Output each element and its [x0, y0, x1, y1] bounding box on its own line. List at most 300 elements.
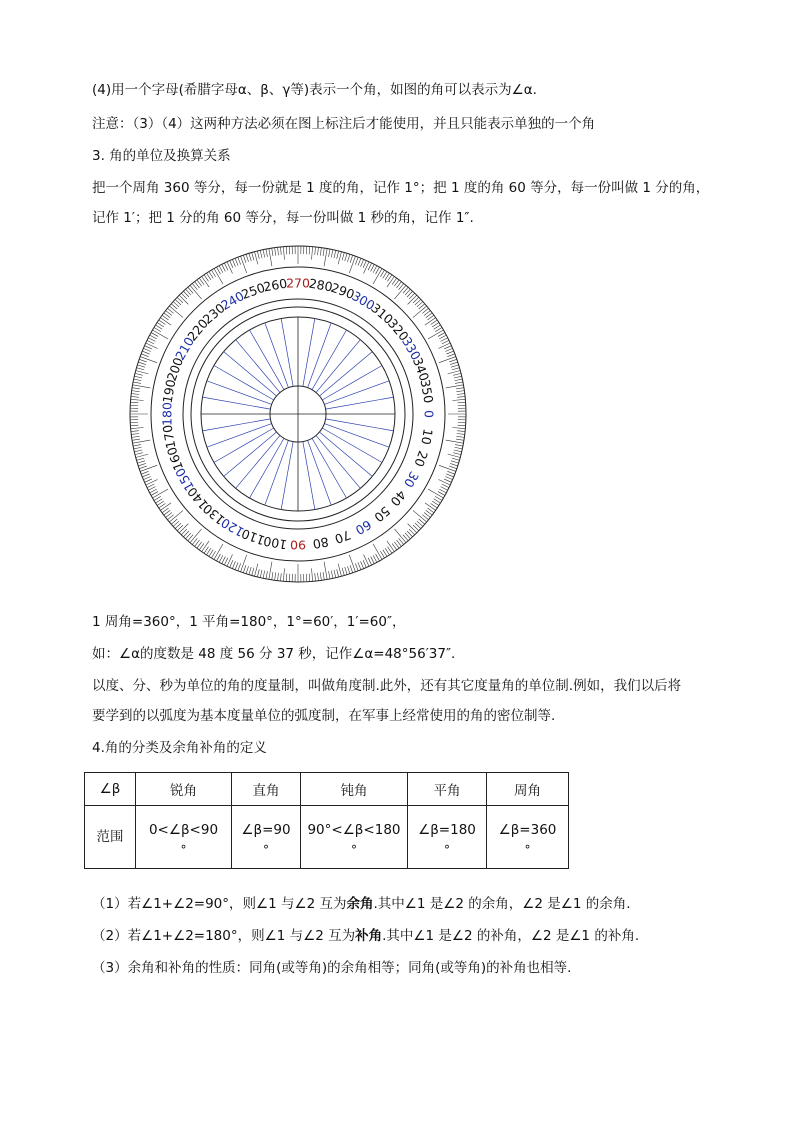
protractor-tick: [435, 327, 442, 331]
protractor-tick: [342, 568, 344, 576]
protractor-tick: [456, 436, 464, 437]
protractor-spoke: [316, 340, 360, 393]
protractor-tick: [243, 255, 246, 263]
protractor-spoke: [281, 318, 293, 386]
protractor-spoke: [303, 318, 315, 386]
protractor-spoke: [324, 381, 389, 405]
protractor-tick: [283, 568, 284, 581]
protractor-tick: [448, 371, 461, 374]
protractor-tick: [448, 454, 461, 457]
protractor-tick: [317, 247, 318, 255]
protractor-tick: [408, 295, 417, 304]
protractor-tick: [361, 561, 364, 568]
protractor-tick: [133, 385, 151, 388]
protractor-spoke: [214, 428, 274, 463]
protractor-tick: [453, 373, 461, 375]
protractor-tick: [435, 496, 442, 500]
protractor-tick: [232, 561, 235, 568]
protractor-tick: [438, 480, 450, 485]
protractor-tick: [286, 246, 287, 254]
protractor-tick: [136, 454, 149, 457]
protractor-tick: [255, 564, 258, 577]
protractor-tick: [139, 359, 147, 362]
protractor-tick: [131, 431, 139, 432]
protractor-tick: [150, 335, 157, 339]
protractor-tick: [446, 385, 464, 388]
protractor-tick: [222, 557, 226, 564]
protractor-tick: [355, 257, 358, 264]
protractor-tick: [349, 256, 355, 273]
protractor-tick: [451, 365, 459, 367]
protractor-tick: [230, 261, 233, 268]
protractor-tick: [441, 338, 448, 342]
protractor-tick: [371, 557, 375, 564]
protractor-tick: [376, 267, 380, 274]
protractor-tick: [438, 333, 445, 337]
protractor-tick: [387, 276, 394, 287]
protractor-tick: [447, 354, 454, 357]
protractor-tick: [135, 453, 143, 455]
protractor-tick: [132, 439, 140, 440]
protractor-tick: [147, 484, 154, 488]
protractor-tick: [146, 343, 158, 348]
table-row: [85, 806, 569, 869]
protractor-degree-label: 280: [307, 275, 334, 295]
protractor-tick: [280, 573, 281, 581]
protractor-tick: [449, 466, 457, 469]
protractor-tick: [235, 258, 238, 265]
protractor-tick: [323, 572, 324, 580]
protractor-tick: [133, 445, 141, 447]
protractor-tick: [320, 248, 321, 256]
protractor-tick: [347, 566, 349, 574]
protractor-tick: [134, 450, 142, 452]
protractor-tick: [452, 368, 460, 370]
protractor-degree-label: 190: [159, 378, 179, 405]
protractor-tick: [224, 558, 228, 565]
table-header-cell: 直角: [232, 773, 301, 806]
protractor-tick: [457, 431, 465, 432]
protractor-tick: [454, 450, 462, 452]
protractor-degree-label: 100: [262, 533, 289, 553]
protractor-tick: [315, 573, 316, 581]
protractor-tick: [329, 571, 331, 579]
protractor-degree-label: 180: [159, 402, 175, 426]
protractor-tick: [425, 318, 436, 325]
protractor-tick: [383, 550, 387, 557]
protractor-tick: [280, 247, 281, 255]
protractor-tick: [179, 524, 188, 533]
protractor-degree-label: 10: [418, 427, 436, 446]
protractor-tick: [439, 489, 446, 493]
range-value: 90°<∠β<180: [307, 822, 401, 838]
protractor-spoke: [324, 424, 389, 448]
protractor-tick: [141, 354, 148, 357]
range-value: ∠β=360: [498, 822, 557, 838]
protractor-tick: [455, 445, 463, 447]
protractor-tick: [134, 447, 142, 449]
protractor-tick: [438, 343, 450, 348]
protractor-tick: [130, 402, 138, 403]
protractor-degree-label: 80: [311, 534, 330, 552]
protractor-spoke: [319, 432, 372, 476]
protractor-tick: [434, 325, 441, 329]
protractor-tick: [266, 571, 268, 579]
protractor-tick: [452, 399, 465, 400]
protractor-degree-label: 350: [417, 378, 437, 405]
protractor-tick: [131, 394, 139, 395]
section-3-heading: 3. 角的单位及换算关系: [92, 148, 231, 164]
protractor-tick: [456, 388, 464, 389]
protractor-spoke: [319, 352, 372, 396]
degree-mark: °: [524, 843, 531, 857]
table-header-cell: 钝角: [301, 773, 408, 806]
intro-note: 注意：（3）（4）这两种方法必须在图上标注后才能使用，并且只能表示单独的一个角: [92, 116, 596, 132]
protractor-tick: [246, 566, 248, 574]
protractor-degree-label: 250: [239, 279, 267, 303]
protractor-tick: [249, 567, 251, 575]
protractor-tick: [455, 379, 463, 381]
protractor-tick: [138, 362, 146, 364]
protractor-tick: [238, 563, 241, 570]
protractor-tick: [272, 248, 273, 256]
protractor-spoke: [308, 323, 332, 388]
protractor-tick: [202, 541, 209, 552]
item-2-term: 补角: [355, 928, 383, 944]
protractor-degree-label: 300: [349, 288, 378, 314]
degree-mark: °: [444, 843, 450, 857]
angle-system-paragraph-line-2: 要学到的以弧度为基本度量单位的弧度制，在军事上经常使用的角的密位制等.: [92, 708, 556, 724]
protractor-tick: [142, 474, 149, 477]
protractor-degree-label: 260: [262, 275, 289, 295]
protractor-tick: [331, 571, 333, 579]
protractor-tick: [363, 261, 366, 268]
protractor-tick: [380, 270, 384, 277]
protractor-tick: [132, 388, 140, 389]
protractor-tick: [334, 570, 336, 578]
protractor-tick: [135, 373, 143, 375]
protractor-tick: [458, 425, 466, 426]
protractor-tick: [347, 254, 349, 262]
protractor-tick: [434, 499, 441, 503]
protractor-degree-label: 140: [184, 484, 212, 513]
protractor-spoke: [202, 397, 270, 409]
protractor-tick: [446, 474, 453, 477]
protractor-tick: [269, 562, 272, 580]
protractor-tick: [457, 433, 465, 434]
protractor-tick: [371, 264, 375, 271]
protractor-tick: [317, 573, 318, 581]
protractor-tick: [452, 458, 460, 460]
protractor-tick: [227, 554, 232, 566]
table-header-cell: ∠β: [85, 773, 136, 806]
protractor-spoke: [326, 397, 394, 409]
protractor-tick: [143, 477, 150, 480]
protractor-tick: [323, 248, 324, 256]
protractor-tick: [131, 428, 144, 429]
protractor-tick: [148, 338, 155, 342]
protractor-degree-label: 240: [218, 288, 247, 314]
intro-line-4: (4)用一个字母(希腊字母α、β、γ等)表示一个角，如图的角可以表示为∠α.: [92, 82, 537, 98]
protractor-degree-label: 30: [400, 468, 422, 491]
table-row-label: 范围: [85, 806, 136, 869]
protractor-degree-label: 340: [409, 355, 433, 383]
item-3: （3）余角和补角的性质：同角(或等角)的余角相等；同角(或等角)的补角也相等.: [92, 960, 572, 976]
protractor-tick: [156, 325, 163, 329]
protractor-spoke: [236, 340, 280, 393]
protractor-tick: [154, 327, 161, 331]
protractor-tick: [249, 253, 251, 261]
protractor-tick: [132, 436, 140, 437]
protractor-tick: [309, 246, 310, 254]
protractor-tick: [275, 572, 276, 580]
section-4-heading: 4.角的分类及余角补角的定义: [92, 740, 267, 756]
protractor-spoke: [281, 442, 293, 510]
protractor-spoke: [322, 366, 382, 401]
protractor-tick: [217, 554, 221, 561]
protractor-tick: [364, 554, 369, 566]
protractor-tick: [150, 489, 157, 493]
protractor-degree-label: 0: [421, 410, 437, 418]
protractor-tick: [130, 425, 138, 426]
protractor-tick: [329, 249, 331, 257]
protractor-tick: [257, 569, 259, 577]
protractor-tick: [450, 362, 458, 364]
protractor-tick: [235, 562, 238, 569]
protractor-tick: [278, 247, 279, 255]
degree-mark: °: [263, 843, 269, 857]
protractor-tick: [241, 555, 247, 572]
protractor-tick: [373, 266, 377, 273]
protractor-tick: [143, 348, 150, 351]
protractor-tick: [456, 391, 464, 392]
protractor-tick: [309, 574, 310, 582]
protractor-tick: [222, 264, 226, 271]
protractor-tick: [337, 569, 339, 577]
protractor-tick: [283, 247, 284, 260]
protractor-tick: [456, 439, 464, 440]
protractor-tick: [364, 262, 369, 274]
protractor-tick: [350, 255, 353, 263]
protractor-tick: [355, 563, 358, 570]
protractor-tick: [131, 433, 139, 434]
protractor-tick: [320, 572, 321, 580]
protractor-tick: [380, 551, 384, 558]
protractor-tick: [331, 250, 333, 258]
protractor-tick: [134, 379, 142, 381]
protractor-spoke: [312, 438, 347, 498]
protractor-tick: [146, 480, 158, 485]
protractor-tick: [338, 252, 341, 265]
item-2: [92, 926, 639, 946]
protractor-tick: [139, 466, 147, 469]
protractor-tick: [324, 562, 327, 580]
protractor-tick: [131, 399, 144, 400]
protractor-spoke: [312, 330, 347, 390]
protractor-tick: [160, 503, 171, 510]
protractor-tick: [133, 382, 141, 384]
table-header-row: [85, 773, 569, 806]
protractor-tick: [446, 440, 464, 443]
protractor-spoke: [250, 438, 285, 498]
protractor-degree-label: 170: [159, 423, 179, 450]
protractor-tick: [442, 340, 449, 344]
table-cell: [232, 806, 301, 869]
protractor-tick: [315, 247, 316, 255]
protractor-tick: [275, 248, 276, 256]
protractor-degree-label: 150: [172, 465, 198, 494]
protractor-tick: [219, 555, 223, 562]
protractor-tick: [133, 440, 151, 443]
protractor-degree-label: 20: [411, 448, 431, 469]
protractor-tick: [363, 560, 366, 567]
protractor-tick: [349, 555, 355, 572]
protractor-tick: [224, 263, 228, 270]
protractor-tick: [145, 346, 152, 349]
protractor-tick: [324, 249, 327, 267]
protractor-tick: [334, 250, 336, 258]
protractor-tick: [132, 391, 140, 392]
protractor-tick: [453, 453, 461, 455]
protractor-tick: [140, 357, 157, 363]
protractor-tick: [260, 570, 262, 578]
range-value: ∠β=90: [241, 822, 291, 838]
protractor-spoke: [224, 432, 277, 476]
section-3-paragraph-line-2: 记作 1′；把 1 分的角 60 等分，每一份叫做 1 秒的角，记作 1″.: [92, 210, 474, 226]
protractor-spoke: [207, 381, 272, 405]
protractor-tick: [387, 541, 394, 552]
protractor-tick: [211, 551, 215, 558]
protractor-tick: [145, 479, 152, 482]
protractor-degree-label: 130: [199, 500, 228, 528]
protractor-spoke: [207, 424, 272, 448]
protractor-tick: [151, 333, 158, 337]
protractor-tick: [232, 259, 235, 266]
conversion-example: 如：∠α的度数是 48 度 56 分 37 秒，记作∠α=48°56′37″.: [92, 646, 456, 662]
protractor-degree-label: 320: [384, 315, 412, 344]
table-header-cell: 平角: [408, 773, 487, 806]
protractor-tick: [350, 565, 353, 573]
protractor-tick: [449, 359, 457, 362]
protractor-tick: [246, 254, 248, 262]
protractor-tick: [252, 568, 254, 576]
protractor-degree-label: 160: [163, 445, 187, 473]
protractor-tick: [452, 428, 465, 429]
protractor-tick: [458, 402, 466, 403]
protractor-tick: [263, 250, 265, 258]
protractor-spoke: [316, 435, 360, 488]
protractor-tick: [241, 256, 247, 273]
protractor-tick: [202, 276, 209, 287]
protractor-tick: [376, 554, 380, 561]
protractor-tick: [451, 461, 459, 463]
protractor-tick: [255, 252, 258, 265]
protractor-tick: [345, 253, 347, 261]
protractor-tick: [209, 550, 213, 557]
protractor-spoke: [236, 435, 280, 488]
protractor-tick: [439, 465, 456, 471]
protractor-tick: [230, 560, 233, 567]
protractor-tick: [425, 503, 436, 510]
protractor-tick: [151, 492, 158, 496]
protractor-tick: [137, 458, 145, 460]
protractor-tick: [338, 564, 341, 577]
protractor-tick: [156, 499, 163, 503]
protractor-tick: [358, 258, 361, 265]
protractor-tick: [368, 263, 372, 270]
protractor-degree-label: 210: [172, 334, 198, 363]
protractor-tick: [137, 461, 145, 463]
range-value: 0<∠β<90: [148, 822, 219, 838]
protractor-degree-label: 110: [239, 525, 267, 549]
item-2-rest: .其中∠1 是∠2 的补角，∠2 是∠1 的补角.: [382, 928, 640, 944]
protractor-spoke: [265, 323, 289, 388]
protractor-tick: [147, 340, 154, 344]
protractor-tick: [368, 558, 372, 565]
protractor-tick: [441, 487, 448, 491]
protractor-spoke: [303, 442, 315, 510]
protractor-tick: [269, 249, 272, 267]
table-header-cell: 锐角: [136, 773, 232, 806]
protractor-tick: [141, 471, 148, 474]
protractor-tick: [444, 479, 451, 482]
protractor-tick: [455, 447, 463, 449]
protractor-tick: [134, 376, 142, 378]
protractor-degree-label: 200: [163, 355, 187, 383]
table-cell: [408, 806, 487, 869]
protractor-spoke: [322, 428, 382, 463]
protractor-tick: [312, 568, 313, 581]
protractor-tick: [160, 318, 171, 325]
range-value: ∠β=180: [418, 822, 476, 838]
protractor-tick: [148, 487, 155, 491]
degree-mark: °: [351, 843, 357, 857]
protractor-tick: [260, 250, 262, 258]
table-header-cell: 周角: [487, 773, 569, 806]
protractor-tick: [243, 565, 246, 573]
protractor-tick: [337, 251, 339, 259]
protractor-tick: [209, 272, 213, 279]
protractor-degree-label: 330: [398, 334, 424, 363]
protractor-tick: [442, 484, 449, 488]
protractor-tick: [439, 335, 446, 339]
protractor-tick: [438, 492, 445, 496]
protractor-spoke: [214, 366, 274, 401]
table-cell: [487, 806, 569, 869]
protractor-tick: [179, 295, 188, 304]
protractor-spoke: [250, 330, 285, 390]
protractor-tick: [154, 496, 161, 500]
item-1-text: （1）若∠1+∠2=90°，则∠1 与∠2 互为: [92, 896, 347, 912]
protractor-tick: [445, 348, 452, 351]
item-1-term: 余角: [346, 896, 374, 912]
protractor-degree-label: 270: [286, 275, 310, 291]
protractor-tick: [140, 465, 157, 471]
protractor-tick: [457, 396, 465, 397]
protractor-tick: [383, 272, 387, 279]
protractor-tick: [219, 266, 223, 273]
angle-classification-table: [84, 772, 569, 869]
protractor-degree-label: 50: [371, 503, 394, 526]
protractor-tick: [136, 371, 149, 374]
protractor-tick: [450, 463, 458, 465]
protractor-degree-label: 90: [290, 537, 306, 553]
protractor-tick: [345, 567, 347, 575]
table-cell: [301, 806, 408, 869]
protractor-tick: [446, 351, 453, 354]
protractor-tick: [445, 477, 452, 480]
protractor-degree-label: 70: [332, 527, 353, 547]
